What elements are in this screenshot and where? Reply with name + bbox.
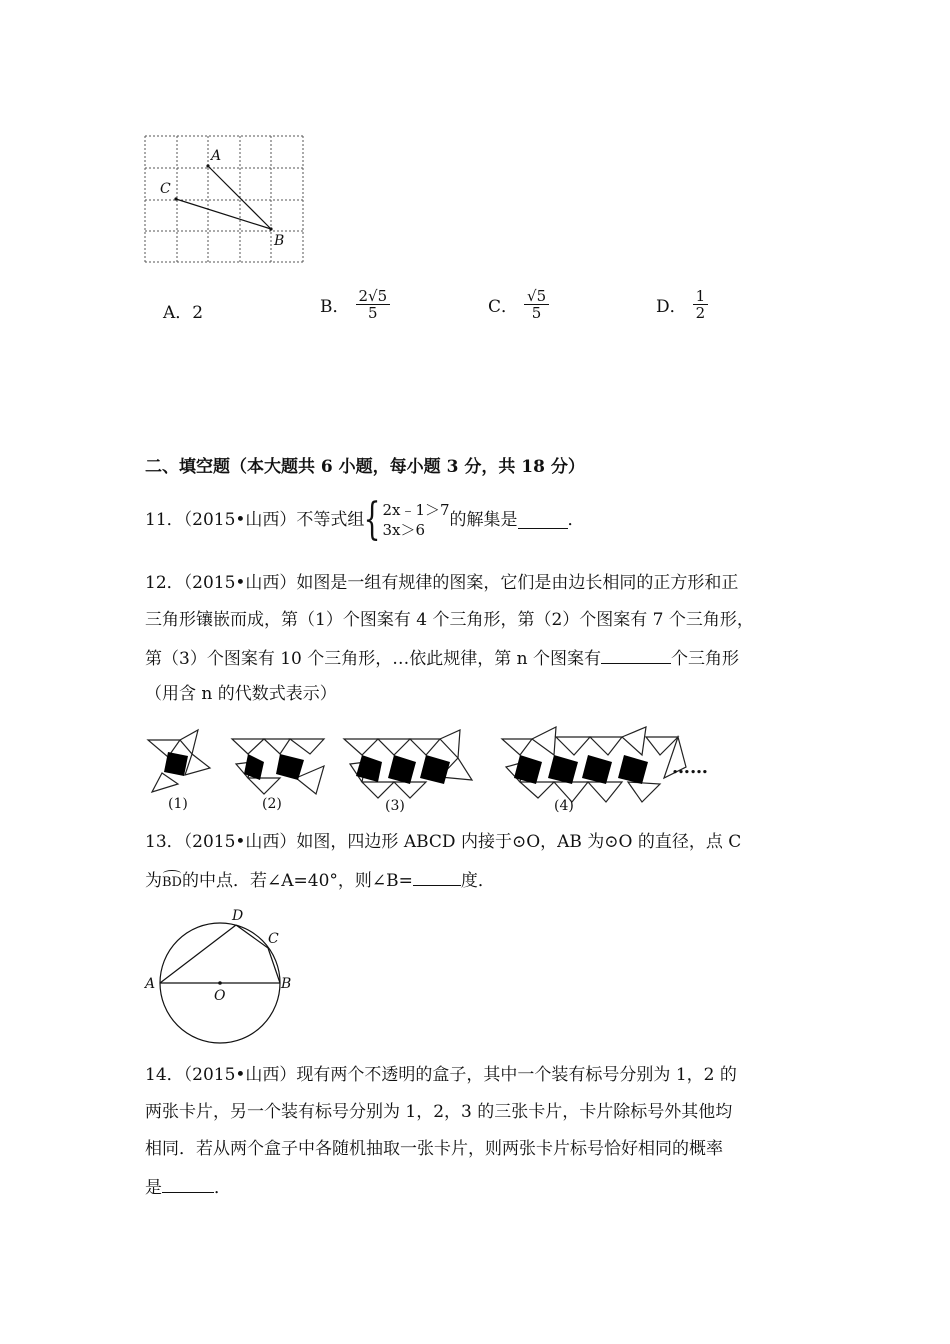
question-12-line2: 三角形镶嵌而成，第（1）个图案有 4 个三角形，第（2）个图案有 7 个三角形， <box>145 610 754 630</box>
question-13-line2: 为BD的中点．若∠A=40°，则∠B= 度． <box>145 871 495 891</box>
caption-4: (4) <box>554 798 574 814</box>
circle-label-c: C <box>268 931 279 947</box>
pattern-dots: …… <box>672 757 708 778</box>
choice-d[interactable] <box>656 288 708 321</box>
circle-label-b: B <box>281 976 292 992</box>
choice-d-letter: D． <box>656 297 687 317</box>
circle-label-o: O <box>214 988 226 1004</box>
caption-2: (2) <box>262 796 282 812</box>
circle-label-d: D <box>232 908 244 924</box>
question-14-line4: 是 ． <box>145 1178 231 1198</box>
choice-c[interactable] <box>488 288 549 321</box>
inequality-system: { 2x﹣1＞7 3x＞6 <box>364 494 450 545</box>
choice-a-value: 2 <box>192 303 204 323</box>
answer-blank-11[interactable] <box>518 512 568 529</box>
choice-c-letter: C． <box>488 297 519 317</box>
choice-b[interactable] <box>320 288 390 321</box>
question-14-line3: 相同．若从两个盒子中各随机抽取一张卡片，则两张卡片标号恰好相同的概率 <box>145 1139 723 1159</box>
caption-1: (1) <box>168 796 188 812</box>
choice-b-fraction: $\frac{2√5}{5}$ <box>356 288 391 321</box>
pattern-figure <box>140 722 710 817</box>
label-b: B <box>274 233 285 249</box>
answer-blank-14[interactable] <box>162 1176 214 1193</box>
section-title: 二、填空题（本大题共 6 小题，每小题 3 分，共 18 分） <box>145 457 585 477</box>
grid-figure <box>140 130 310 270</box>
question-11: 11．（2015•山西）不等式组 { 2x﹣1＞7 3x＞6 的解集是 ． <box>145 494 585 545</box>
question-13-line1: 13．（2015•山西）如图，四边形 ABCD 内接于⊙O，AB 为⊙O 的直径，点 C <box>145 832 742 852</box>
answer-blank-13[interactable] <box>413 869 461 886</box>
label-a: A <box>211 148 222 164</box>
circle-figure <box>140 905 300 1045</box>
question-12-line3: 第（3）个图案有 10 个三角形，…依此规律，第 n 个图案有 个三角形 <box>145 649 740 669</box>
choice-b-letter: B． <box>320 297 350 317</box>
arc-bd: BD <box>162 873 182 893</box>
choice-d-fraction: $\frac{1}{2}$ <box>693 288 709 321</box>
choice-a[interactable] <box>163 298 203 323</box>
question-12-line1: 12．（2015•山西）如图是一组有规律的图案，它们是由边长相同的正方形和正 <box>145 573 739 593</box>
question-12-line4: （用含 n 的代数式表示） <box>145 684 337 704</box>
choice-a-letter: A． <box>163 303 193 323</box>
question-14-line1: 14．（2015•山西）现有两个不透明的盒子，其中一个装有标号分别为 1，2 的 <box>145 1065 737 1085</box>
label-c: C <box>160 181 171 197</box>
caption-3: (3) <box>385 798 405 814</box>
circle-label-a: A <box>145 976 156 992</box>
choice-c-fraction: $\frac{√5}{5}$ <box>524 288 549 321</box>
answer-blank-12[interactable] <box>601 647 671 664</box>
question-14-line2: 两张卡片，另一个装有标号分别为 1，2，3 的三张卡片，卡片除标号外其他均 <box>145 1102 733 1122</box>
